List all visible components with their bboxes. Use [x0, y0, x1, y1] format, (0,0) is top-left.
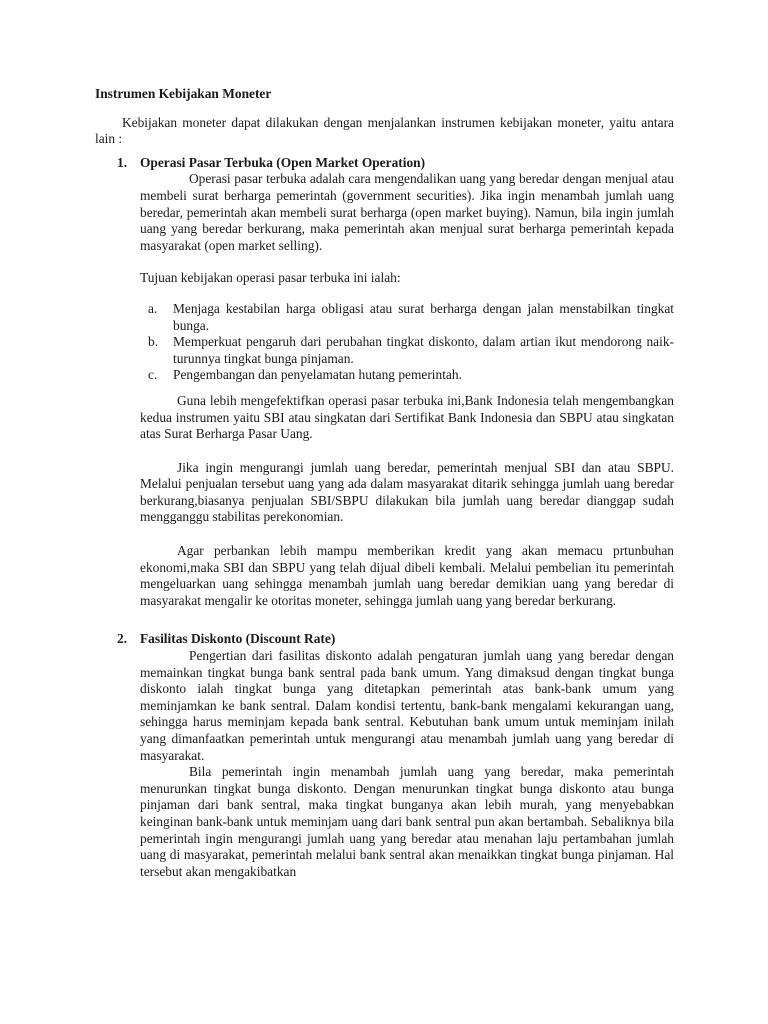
paragraph: Pengertian dari fasilitas diskonto adalah pengaturan jumlah uang yang beredar dengan memainkan tingkat bunga bank sentral pada bank umum. Yang dimaksud dengan tingkat bunga diskonto ialah tingkat bunga yang ditetapkan pemerintah atas bank-bank umum yang meminjamkan ke bank sentral. Dalam kondisi tertentu, bank-bank mengalami kekurangan uang, sehingga harus meminjam kepada bank sentral. Kebutuhan bank umum untuk meminjam inilah yang dimanfaatkan pemerintah untuk mengurangi atau menambah jumlah uang yang beredar di masyarakat.	[140, 648, 674, 763]
list-item	[140, 301, 674, 334]
section-number: 1.	[117, 154, 128, 170]
paragraph: Tujuan kebijakan operasi pasar terbuka ini ialah:	[140, 270, 401, 286]
paragraph: Bila pemerintah ingin menambah jumlah uang yang beredar, maka pemerintah menurunkan tingkat bunga diskonto. Dengan menurunkan tingkat bunga diskonto atau bunga pinjaman dari bank sentral, maka tingkat bunganya akan lebih murah, yang menyebabkan keinginan bank-bank untuk meminjam uang dari bank sentral pun akan bertambah. Sebaliknya bila pemerintah ingin mengurangi jumlah uang yang beredar atau menahan laju pertambahan jumlah uang di masyarakat, pemerintah melalui bank sentral akan menaikkan tingkat bunga pinjaman. Hal tersebut akan mengakibatkan	[140, 764, 674, 879]
document-title: Instrumen Kebijakan Moneter	[95, 86, 272, 101]
paragraph: Guna lebih mengefektifkan operasi pasar terbuka ini,Bank Indonesia telah mengembangkan kedua instrumen yaitu SBI atau singkatan dari Sertifikat Bank Indonesia dan SBPU atau singkatan atas Surat Berharga Pasar Uang.	[140, 392, 674, 442]
section-heading	[117, 631, 674, 648]
list-item-text: Menjaga kestabilan harga obligasi atau surat berharga dengan jalan menstabilkan tingkat bunga.	[173, 300, 674, 333]
paragraph: Jika ingin mengurangi jumlah uang beredar, pemerintah menjual SBI dan atau SBPU. Melalui penjualan tersebut uang yang ada dalam masyarakat ditarik sehingga jumlah uang beredar berkurang,biasanya penjualan SBI/SBPU dilakukan bila jumlah uang beredar dianggap sudah mengganggu stabilitas perekonomian.	[140, 459, 674, 525]
list-marker: b.	[148, 334, 159, 350]
list-marker: a.	[148, 300, 158, 316]
list-marker: c.	[148, 367, 158, 383]
paragraph: Operasi pasar terbuka adalah cara mengendalikan uang yang beredar dengan menjual atau membeli surat berharga pemerintah (government securities). Jika ingin menambah jumlah uang beredar, pemerintah akan membeli surat berharga (open market buying). Namun, bila ingin jumlah uang yang beredar berkurang, maka pemerintah akan menjual surat berharga pemerintah kepada masyarakat (open market selling).	[140, 171, 674, 253]
list-item-text: Pengembangan dan penyelamatan hutang pemerintah.	[173, 367, 462, 383]
section-discount-rate	[95, 631, 674, 880]
intro-paragraph: Kebijakan moneter dapat dilakukan dengan menjalankan instrumen kebijakan moneter, yaitu antara lain :	[95, 114, 674, 147]
section-body	[140, 171, 674, 609]
list-item	[140, 367, 674, 384]
list-item-text: Memperkuat pengaruh dari perubahan tingkat diskonto, dalam artian ikut mendorong naik-turunnya tingkat bunga pinjaman.	[173, 334, 674, 366]
section-title: Operasi Pasar Terbuka (Open Market Operation)	[140, 154, 426, 170]
list-item	[140, 334, 674, 367]
paragraph: Agar perbankan lebih mampu memberikan kredit yang akan memacu prtunbuhan ekonomi,maka SBI dan SBPU yang telah dijual dibeli kembali. Melalui pembelian itu pemerintah mengeluarkan uang sehingga menambah jumlah uang beredar demikian uang yang beredar di masyarakat mengalir ke otoritas moneter, sehingga jumlah uang yang beredar berkurang.	[140, 543, 674, 608]
section-title: Fasilitas Diskonto (Discount Rate)	[140, 631, 336, 647]
section-heading	[117, 155, 674, 172]
section-body	[140, 648, 674, 880]
section-number: 2.	[117, 631, 128, 647]
section-open-market-operation	[95, 155, 674, 610]
objectives-list	[140, 301, 674, 384]
